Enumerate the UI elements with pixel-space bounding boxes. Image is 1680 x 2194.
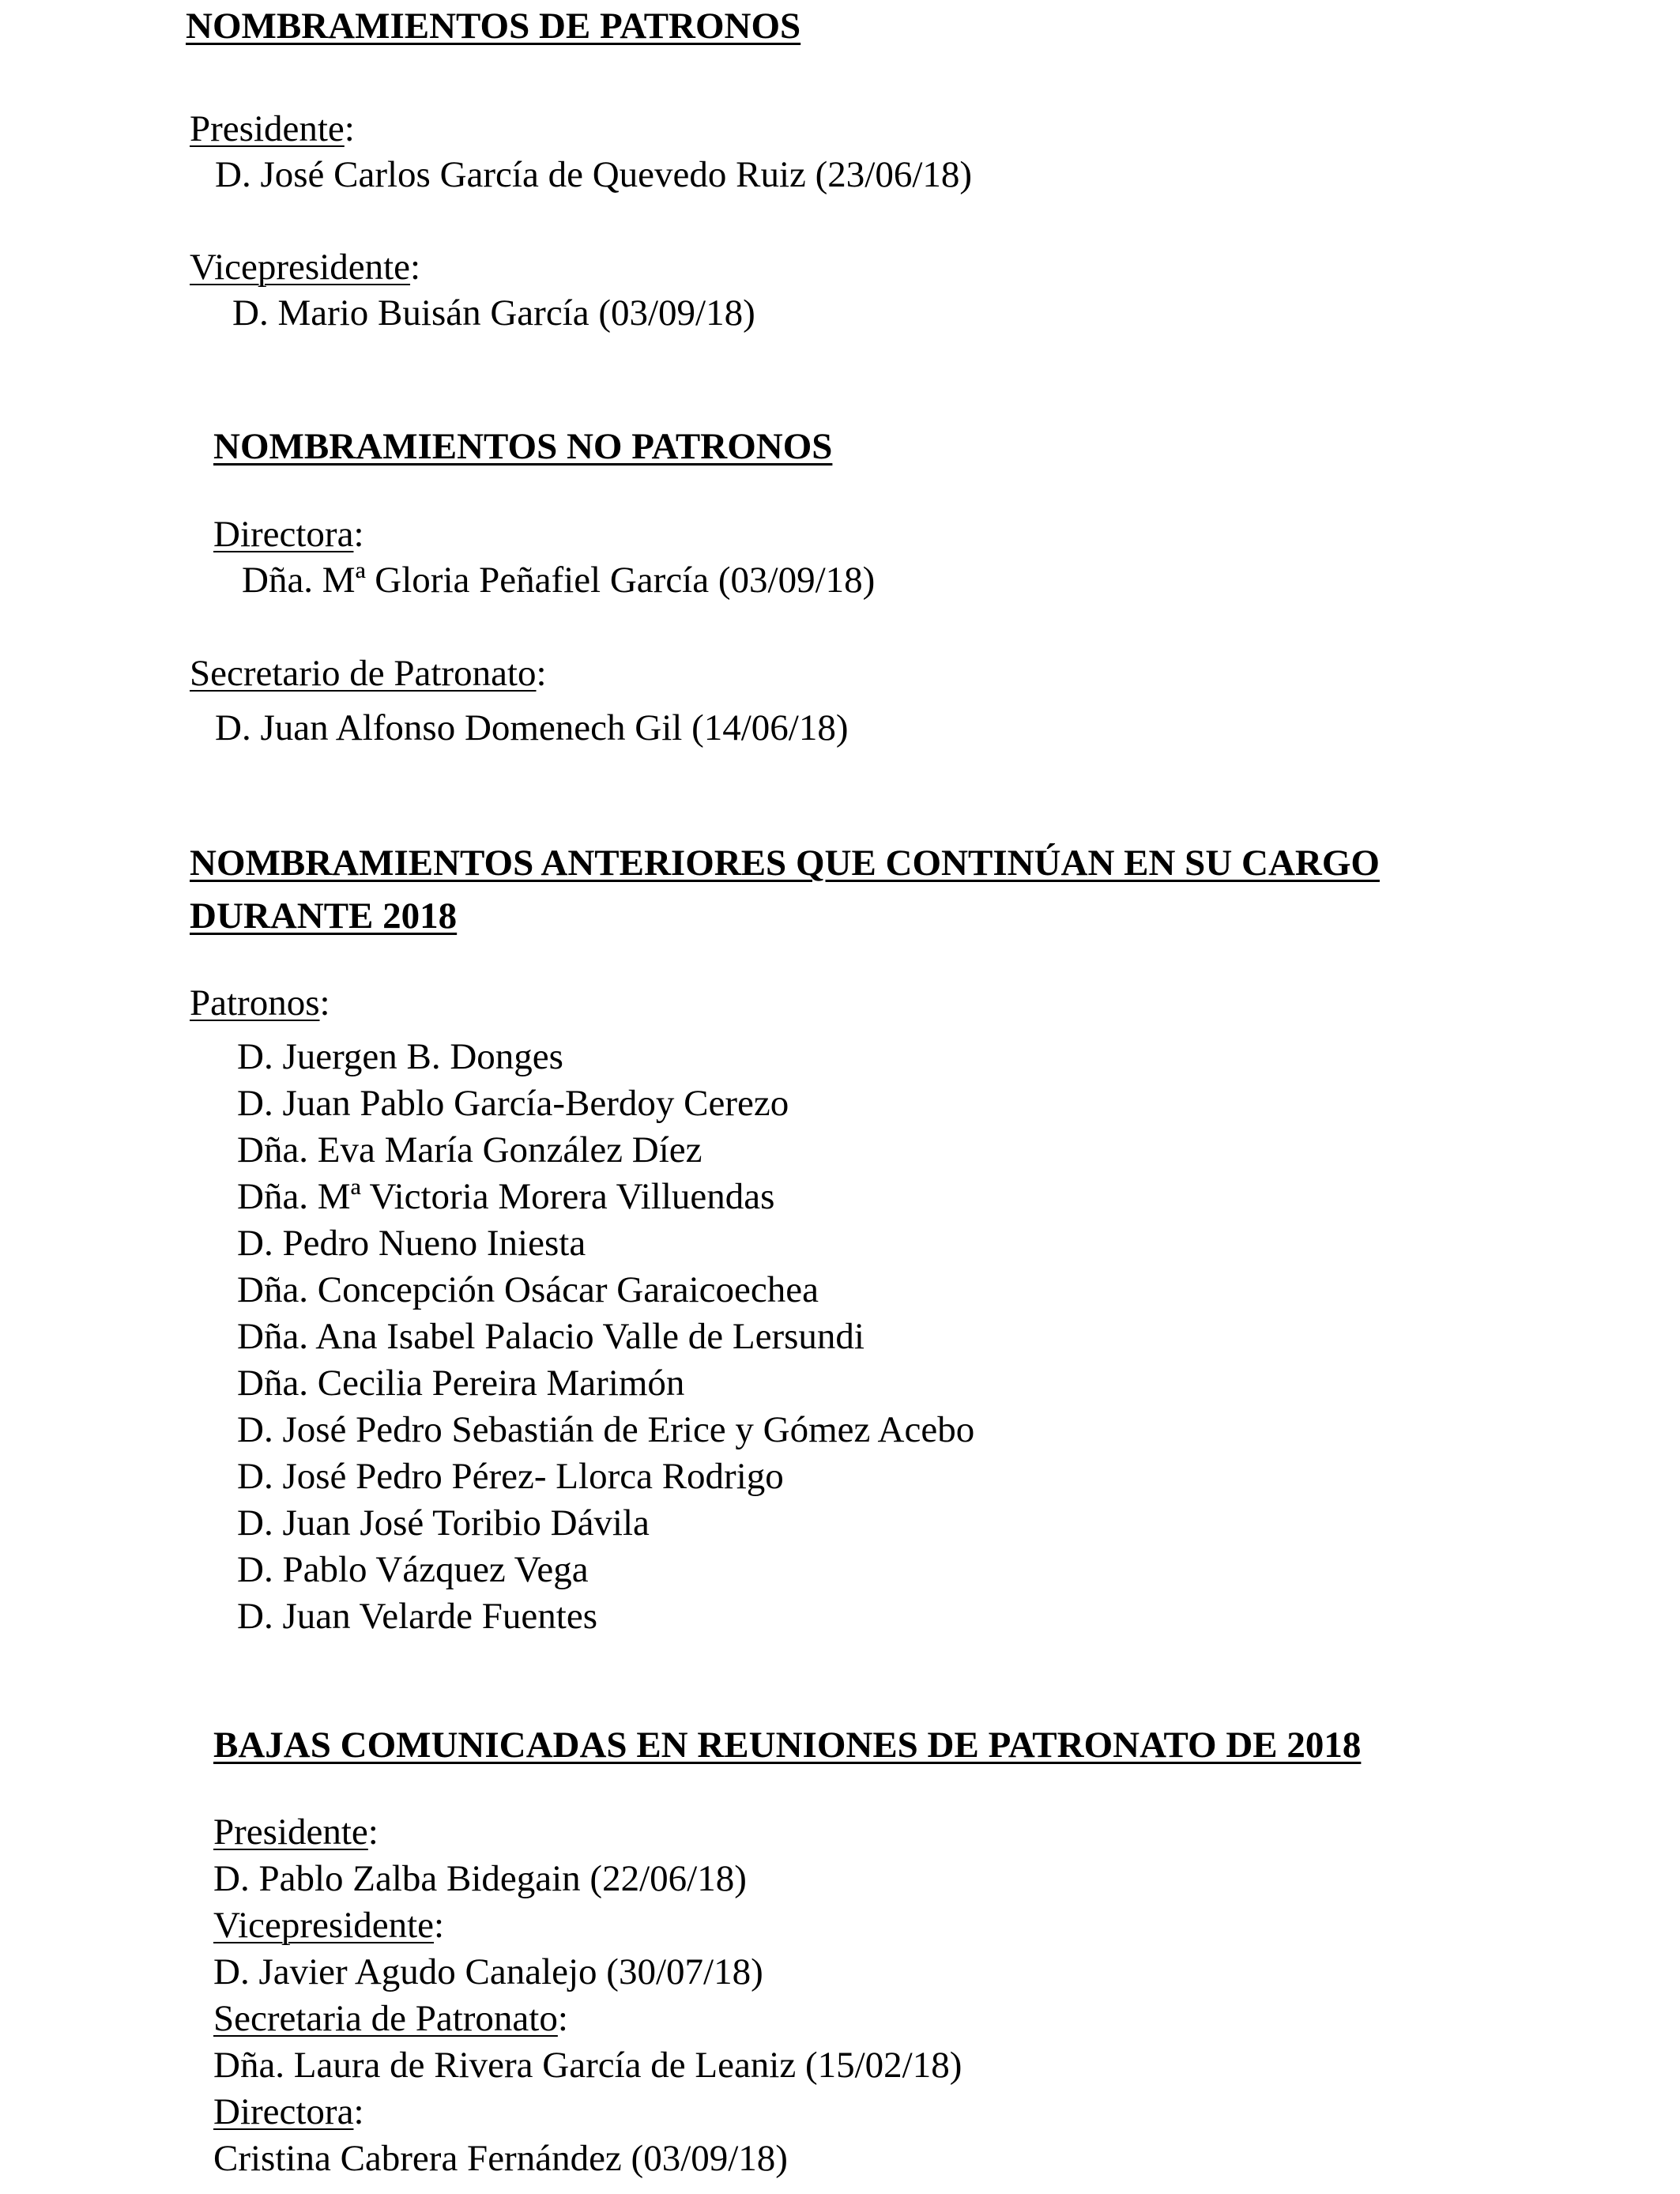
list-item: Dña. Cecilia Pereira Marimón — [237, 1363, 685, 1404]
list-item: D. José Pedro Sebastián de Erice y Gómez Acebo — [237, 1409, 975, 1450]
heading-nombramientos-no-patronos: NOMBRAMIENTOS NO PATRONOS — [213, 426, 833, 467]
label-patronos: Patronos: — [190, 982, 330, 1023]
list-item: D. José Pedro Pérez- Llorca Rodrigo — [237, 1456, 784, 1497]
vicepresidente-name: D. Mario Buisán García (03/09/18) — [232, 292, 755, 334]
heading-bajas-comunicadas: BAJAS COMUNICADAS EN REUNIONES DE PATRONATO DE 2018 — [213, 1725, 1362, 1766]
label-presidente: Presidente: — [190, 108, 355, 149]
list-item: Dña. Mª Victoria Morera Villuendas — [237, 1176, 775, 1217]
heading-nombramientos-anteriores-line2: DURANTE 2018 — [190, 895, 458, 937]
label-directora: Directora: — [213, 514, 364, 555]
presidente-name: D. José Carlos García de Quevedo Ruiz (23/06/18) — [215, 154, 973, 195]
label-bajas-presidente: Presidente: — [213, 1811, 379, 1853]
bajas-secretaria-name: Dña. Laura de Rivera García de Leaniz (15/02/18) — [213, 2045, 962, 2086]
list-item: Dña. Eva María González Díez — [237, 1129, 703, 1171]
list-item: Dña. Ana Isabel Palacio Valle de Lersundi — [237, 1316, 864, 1357]
bajas-presidente-name: D. Pablo Zalba Bidegain (22/06/18) — [213, 1858, 747, 1899]
list-item: Dña. Concepción Osácar Garaicoechea — [237, 1269, 819, 1310]
bajas-directora-name: Cristina Cabrera Fernández (03/09/18) — [213, 2138, 788, 2179]
list-item: D. Juan Pablo García-Berdoy Cerezo — [237, 1083, 789, 1124]
label-bajas-vicepresidente: Vicepresidente: — [213, 1905, 445, 1946]
list-item: D. Juergen B. Donges — [237, 1036, 563, 1077]
label-secretario: Secretario de Patronato: — [190, 653, 547, 694]
list-item: D. Juan Velarde Fuentes — [237, 1596, 597, 1637]
heading-nombramientos-patronos: NOMBRAMIENTOS DE PATRONOS — [186, 6, 801, 47]
secretario-name: D. Juan Alfonso Domenech Gil (14/06/18) — [215, 707, 849, 748]
label-bajas-directora: Directora: — [213, 2091, 364, 2132]
list-item: D. Juan José Toribio Dávila — [237, 1502, 650, 1544]
directora-name: Dña. Mª Gloria Peñafiel García (03/09/18) — [242, 560, 876, 601]
list-item: D. Pablo Vázquez Vega — [237, 1549, 589, 1590]
list-item: D. Pedro Nueno Iniesta — [237, 1223, 586, 1264]
label-vicepresidente: Vicepresidente: — [190, 247, 421, 288]
label-bajas-secretaria: Secretaria de Patronato: — [213, 1998, 568, 2039]
heading-nombramientos-anteriores-line1: NOMBRAMIENTOS ANTERIORES QUE CONTINÚAN EN SU CARGO — [190, 843, 1380, 884]
bajas-vicepresidente-name: D. Javier Agudo Canalejo (30/07/18) — [213, 1951, 763, 1992]
